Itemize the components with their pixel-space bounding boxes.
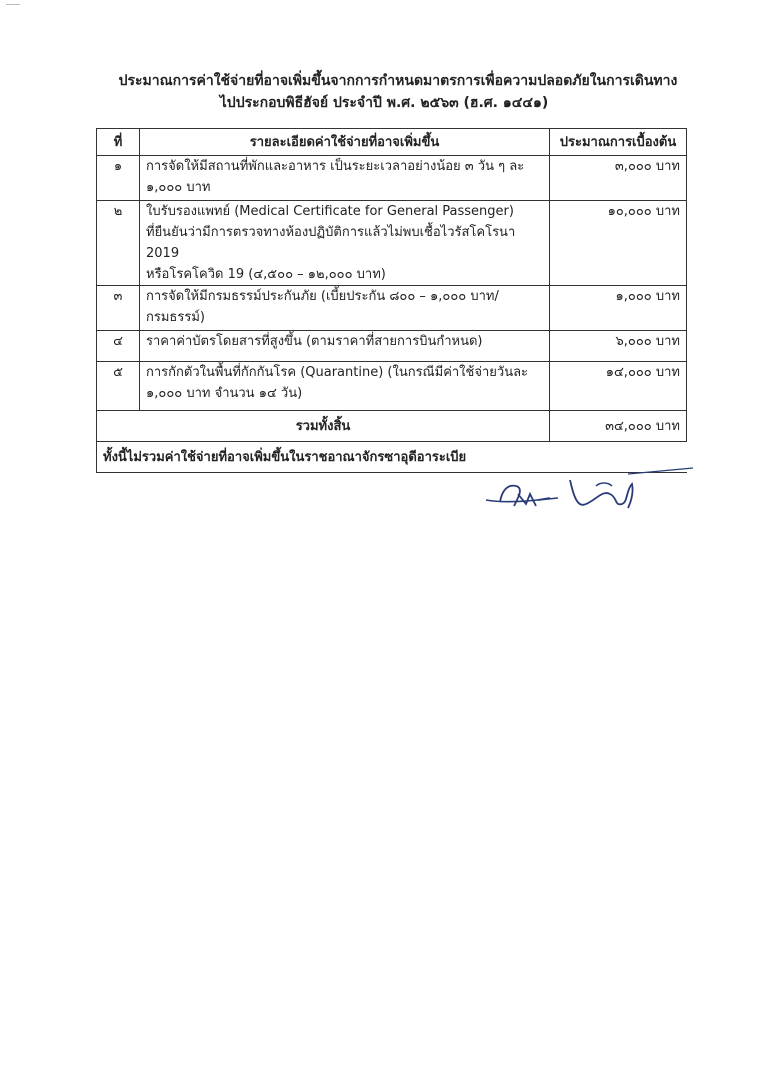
row-description bbox=[140, 331, 550, 362]
table-row bbox=[97, 331, 687, 362]
total-amount: ๓๔,๐๐๐ บาท bbox=[550, 411, 687, 442]
row-amount: ๑๐,๐๐๐ บาท bbox=[550, 201, 687, 286]
row-description bbox=[140, 201, 550, 286]
row-number: ๒ bbox=[97, 201, 140, 286]
row-amount: ๓,๐๐๐ บาท bbox=[550, 156, 687, 201]
table-row bbox=[97, 286, 687, 331]
table-row bbox=[97, 362, 687, 411]
description-line: ราคาค่าบัตรโดยสารที่สูงขึ้น (ตามราคาที่สายการบินกำหนด) bbox=[146, 334, 483, 349]
total-label: รวมทั้งสิ้น bbox=[97, 411, 550, 442]
row-amount: ๖,๐๐๐ บาท bbox=[550, 331, 687, 362]
row-number: ๑ bbox=[97, 156, 140, 201]
document-title-line2: ไปประกอบพิธีฮัจย์ ประจำปี พ.ศ. ๒๕๖๓ (ฮ.ศ. ๑๔๔๑) bbox=[219, 95, 549, 111]
description-line: ๑,๐๐๐ บาท จำนวน ๑๔ วัน) bbox=[146, 386, 303, 401]
row-number: ๓ bbox=[97, 286, 140, 331]
header-description: รายละเอียดค่าใช้จ่ายที่อาจเพิ่มขึ้น bbox=[140, 129, 550, 156]
table-header-row bbox=[97, 129, 687, 156]
row-amount: ๑๔,๐๐๐ บาท bbox=[550, 362, 687, 411]
row-number: ๔ bbox=[97, 331, 140, 362]
description-line: ใบรับรองแพทย์ (Medical Certificate for General Passenger) bbox=[146, 204, 514, 219]
row-description bbox=[140, 362, 550, 411]
description-line: หรือโรคโควิด 19 (๔,๕๐๐ – ๑๒,๐๐๐ บาท) bbox=[146, 267, 386, 282]
total-row bbox=[97, 411, 687, 442]
description-line: การจัดให้มีสถานที่พักและอาหาร เป็นระยะเวลาอย่างน้อย ๓ วัน ๆ ละ bbox=[146, 159, 525, 174]
header-estimate: ประมาณการเบื้องต้น bbox=[550, 129, 687, 156]
cost-estimate-table bbox=[96, 128, 687, 473]
row-number: ๕ bbox=[97, 362, 140, 411]
handwritten-signature-icon bbox=[478, 464, 698, 514]
description-line: กรมธรรม์) bbox=[146, 310, 205, 325]
document-title-line1: ประมาณการค่าใช้จ่ายที่อาจเพิ่มขึ้นจากการกำหนดมาตรการเพื่อความปลอดภัยในการเดินทาง bbox=[118, 73, 678, 89]
description-line: การจัดให้มีกรมธรรม์ประกันภัย (เบี้ยประกัน ๘๐๐ – ๑,๐๐๐ บาท/ bbox=[146, 289, 499, 304]
description-line: การกักตัวในพื้นที่กักกันโรค (Quarantine) (ในกรณีมีค่าใช้จ่ายวันละ bbox=[146, 365, 529, 380]
description-line: ที่ยืนยันว่ามีการตรวจทางห้องปฏิบัติการแล้วไม่พบเชื้อไวรัสโคโรนา 2019 bbox=[146, 225, 516, 261]
note-text: ทั้งนี้ไม่รวมค่าใช้จ่ายที่อาจเพิ่มขึ้นในราชอาณาจักรซาอุดีอาระเบีย bbox=[97, 442, 550, 473]
row-description bbox=[140, 156, 550, 201]
header-no: ที่ bbox=[97, 129, 140, 156]
table-row bbox=[97, 201, 687, 286]
description-line: ๑,๐๐๐ บาท bbox=[146, 180, 211, 195]
row-description bbox=[140, 286, 550, 331]
table-row bbox=[97, 156, 687, 201]
row-amount: ๑,๐๐๐ บาท bbox=[550, 286, 687, 331]
corner-mark bbox=[6, 4, 20, 5]
